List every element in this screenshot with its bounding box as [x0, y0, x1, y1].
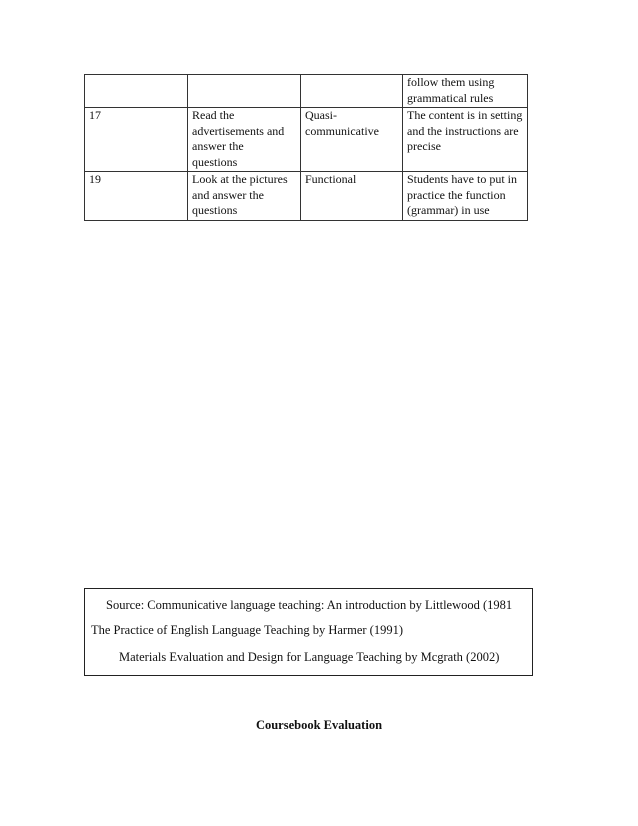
table-row — [85, 172, 528, 221]
sources-box — [84, 588, 533, 676]
activity-type-cell — [301, 75, 403, 108]
source-line-littlewood: Source: Communicative language teaching: An introduction by Littlewood (1981 — [106, 598, 513, 612]
evaluation-table — [84, 74, 528, 221]
activity-cell: Read the advertisements and answer the questions — [188, 108, 301, 172]
activity-type-cell: Quasi- communicative — [301, 108, 403, 172]
source-line-mcgrath: Materials Evaluation and Design for Language Teaching by Mcgrath (2002) — [119, 650, 500, 664]
table-row — [85, 108, 528, 172]
activity-type-cell: Functional — [301, 172, 403, 221]
source-line-harmer: The Practice of English Language Teaching by Harmer (1991) — [91, 623, 403, 637]
section-heading: Coursebook Evaluation — [255, 718, 383, 732]
comment-cell: Students have to put in practice the function (grammar) in use — [403, 172, 528, 221]
activity-cell: Look at the pictures and answer the questions — [188, 172, 301, 221]
comment-cell: The content is in setting and the instructions are precise — [403, 108, 528, 172]
row-number-cell — [85, 75, 188, 108]
row-number-cell: 17 — [85, 108, 188, 172]
comment-cell: follow them using grammatical rules — [403, 75, 528, 108]
table-row — [85, 75, 528, 108]
row-number-cell: 19 — [85, 172, 188, 221]
activity-cell — [188, 75, 301, 108]
